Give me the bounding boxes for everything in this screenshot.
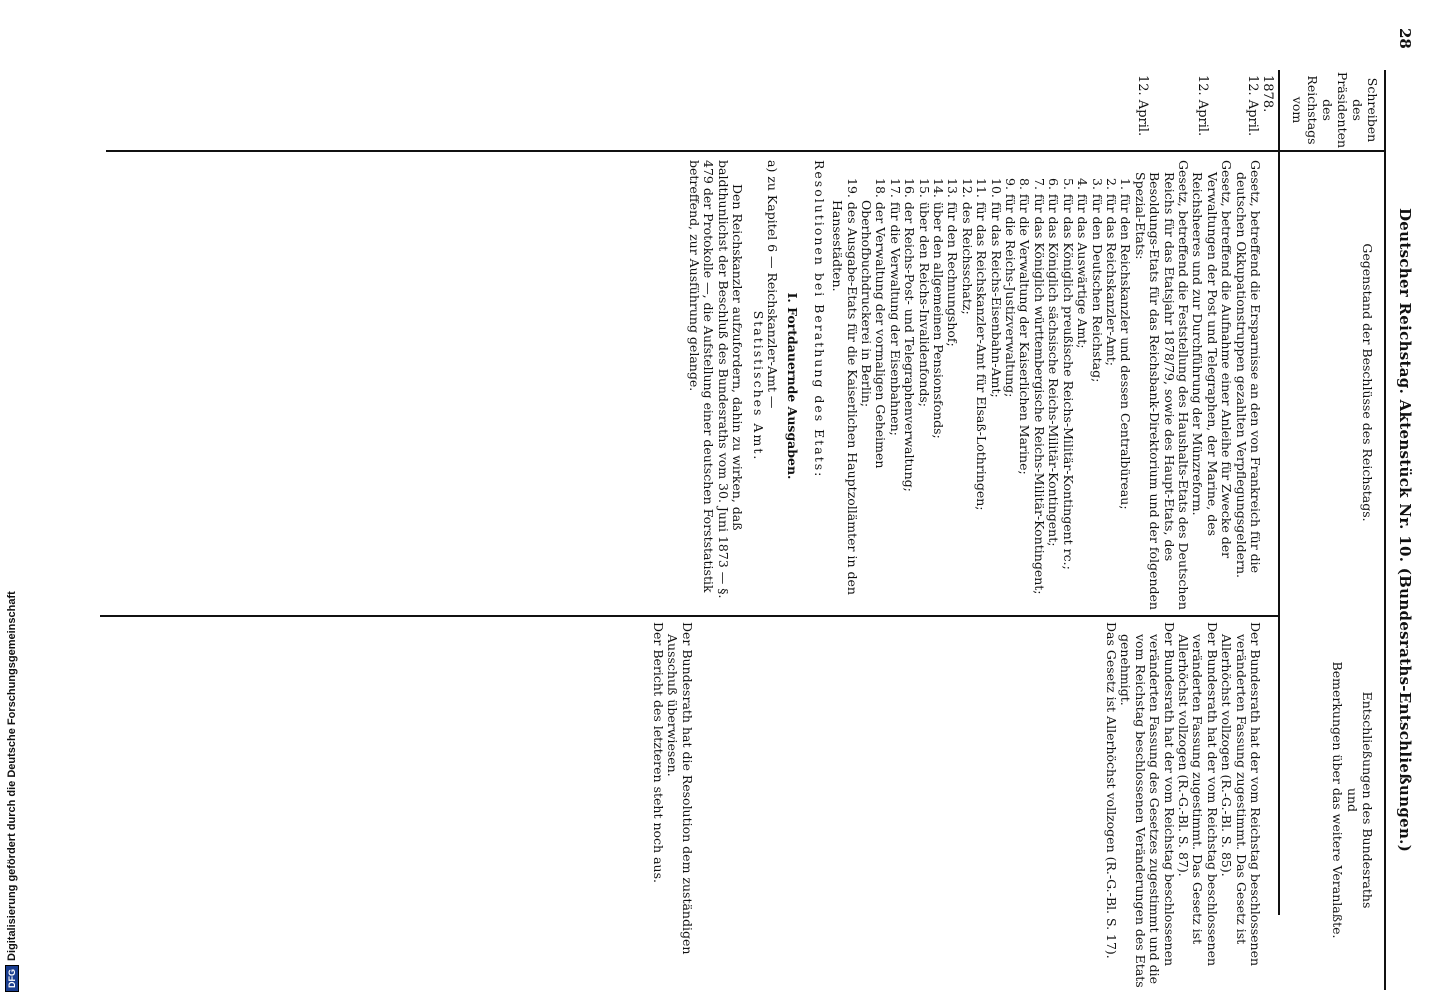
subject-3: Gesetz, betreffend die Feststellung des Haushalts-Etats des Deutschen Reichs für das Etatsjahr 1878/79, sowie des Haupt-Etats, des Besoldungs-Etats für das Reichsbank-Direktorium und der folgenden Spezial-Etats: bbox=[1132, 160, 1191, 610]
decision-1: Der Bundesrath hat der vom Reichstag beschlossenen veränderten Fassung zugestimmt. Das Gesetz ist Allerhöchst vollzogen (R.-G.-Bl. S. 85). bbox=[1219, 622, 1263, 967]
decision-header-line-1: Entschließungen des Bundesraths bbox=[1360, 691, 1375, 909]
list-item: 2. für das Reichskanzler-Amt; bbox=[1103, 178, 1119, 367]
decision-header-line-3: Bemerkungen über das weitere Veranlaßte. bbox=[1330, 661, 1345, 939]
date-2: 12. April. bbox=[1195, 75, 1210, 137]
resolutions-heading: Resolutionen bei Berathung des Etats: bbox=[811, 160, 827, 479]
footer-text: Digitalisierung gefördert durch die Deutsche Forschungsgemeinschaft bbox=[6, 591, 18, 961]
section-heading: I. Fortdauernde Ausgaben. bbox=[785, 292, 801, 480]
column-header-subject: Gegenstand der Beschlüsse des Reichstags. bbox=[1360, 243, 1375, 522]
resolution-text: Den Reichskanzler aufzufordern, dahin zu wirken, daß baldthunlichst der Beschluß des Bundesraths vom 30. Juni 1873 — §. 479 der Protokolle —, die Aufstellung einer deutschen Forststatistik betreffend, zur Ausführung gelange. bbox=[686, 160, 746, 599]
chapter-heading: a) zu Kapitel 6 — Reichskanzler-Amt — bbox=[765, 160, 780, 409]
chapter-title: Statistisches Amt. bbox=[750, 310, 766, 462]
list-item: 9. für die Reichs-Justizverwaltung; bbox=[1003, 178, 1019, 398]
list-item: 13. für den Rechnungshof; bbox=[945, 178, 961, 347]
running-head: Deutscher Reichstag. Aktenstück Nr. 10. (Bundesraths-Entschließungen.) bbox=[1396, 208, 1414, 853]
list-item: 15. über den Reichs-Invalidenfonds; bbox=[916, 178, 932, 407]
etat-list bbox=[830, 160, 1133, 612]
decision-2: Der Bundesrath hat der vom Reichstag beschlossenen veränderten Fassung zugestimmt. Das Gesetz ist Allerhöchst vollzogen (R.-G.-Bl. S. 87). bbox=[1175, 622, 1220, 967]
top-rule bbox=[1384, 70, 1386, 990]
list-item: 11. für das Reichskanzler-Amt für Elsaß-Lothringen; bbox=[974, 178, 990, 511]
decision-column bbox=[650, 622, 1270, 992]
subject-column bbox=[687, 160, 1270, 612]
list-item: 5. für das Königlich preußische Reichs-Militär-Kontingent rc.; bbox=[1060, 178, 1076, 570]
date-1: 12. April. bbox=[1245, 75, 1260, 137]
column-header-date: Schreiben des Präsidenten des Reichstags vom bbox=[1290, 71, 1380, 149]
list-item: 12. des Reichsschatz; bbox=[959, 178, 975, 315]
footer-text-row bbox=[4, 591, 20, 992]
header-rule bbox=[1278, 70, 1280, 915]
column-rule-1 bbox=[106, 150, 1386, 152]
page-number: 28 bbox=[1396, 28, 1414, 49]
list-item: 16. der Reichs-Post- und Telegraphenverwaltung; bbox=[902, 178, 918, 492]
decision-4: Der Bundesrath hat die Resolution dem zuständigen Ausschuß überwiesen. bbox=[665, 622, 695, 955]
list-item: 18. der Verwaltung der vormaligen Geheimen Oberhofbuchdruckerei in Berlin; bbox=[859, 178, 889, 469]
decision-header-line-2: und bbox=[1345, 787, 1360, 813]
page-header bbox=[1392, 28, 1414, 970]
list-item: 10. für das Reichs-Eisenbahn-Amt; bbox=[988, 178, 1004, 398]
date-year: 1878. bbox=[1260, 75, 1275, 113]
dfg-logo: DFG bbox=[5, 965, 19, 992]
date-3: 12. April. bbox=[1135, 75, 1150, 137]
list-item: 7. für das Königlich württembergische Reichs-Militär-Kontingent; bbox=[1031, 178, 1047, 595]
list-item: 1. für den Reichskanzler und dessen Centralbüreau; bbox=[1118, 178, 1134, 510]
document-page bbox=[100, 0, 1430, 1000]
list-item: 4. für das Auswärtige Amt; bbox=[1075, 178, 1091, 349]
subject-2: Gesetz, betreffend die Aufnahme einer Anleihe für Zwecke der Verwaltungen der Post und Telegraphen, der Marine, des Reichsheeres und zur Durchführung der Münzreform. bbox=[1190, 160, 1235, 559]
list-item: 6. für das Königlich sächsische Reichs-Militär-Kontingent; bbox=[1046, 178, 1062, 547]
list-item: 19. des Ausgabe-Etats für die Kaiserlichen Hauptzollämter in den Hansestädten. bbox=[830, 178, 860, 595]
subject-1: Gesetz, betreffend die Ersparnisse an den von Frankreich für die deutschen Okkupationstruppen gezahlten Verpflegungsgeldern. bbox=[1233, 160, 1263, 578]
list-item: 8. für die Verwaltung der Kaiserlichen Marine; bbox=[1017, 178, 1033, 475]
list-item: 17. für die Verwaltung der Eisenbahnen; bbox=[887, 178, 903, 436]
digitization-footer bbox=[4, 591, 20, 992]
list-item: 14. über den allgemeinen Pensionsfonds; bbox=[931, 178, 947, 439]
column-header-decision bbox=[1330, 620, 1375, 980]
list-item: 3. für den Deutschen Reichstag; bbox=[1089, 178, 1105, 383]
decision-3b: Das Gesetz ist Allerhöchst vollzogen (R.-G.-Bl. S. 17). bbox=[1103, 622, 1119, 959]
decision-5: Der Bericht des letzteren steht noch aus. bbox=[650, 622, 666, 883]
column-rule-2 bbox=[100, 615, 1280, 617]
decision-3: Der Bundesrath hat der vom Reichstag beschlossenen veränderten Fassung des Gesetzes zugestimmt und die vom Reichstag beschlossenen Veränderungen des Etats genehmigt. bbox=[1118, 622, 1177, 988]
